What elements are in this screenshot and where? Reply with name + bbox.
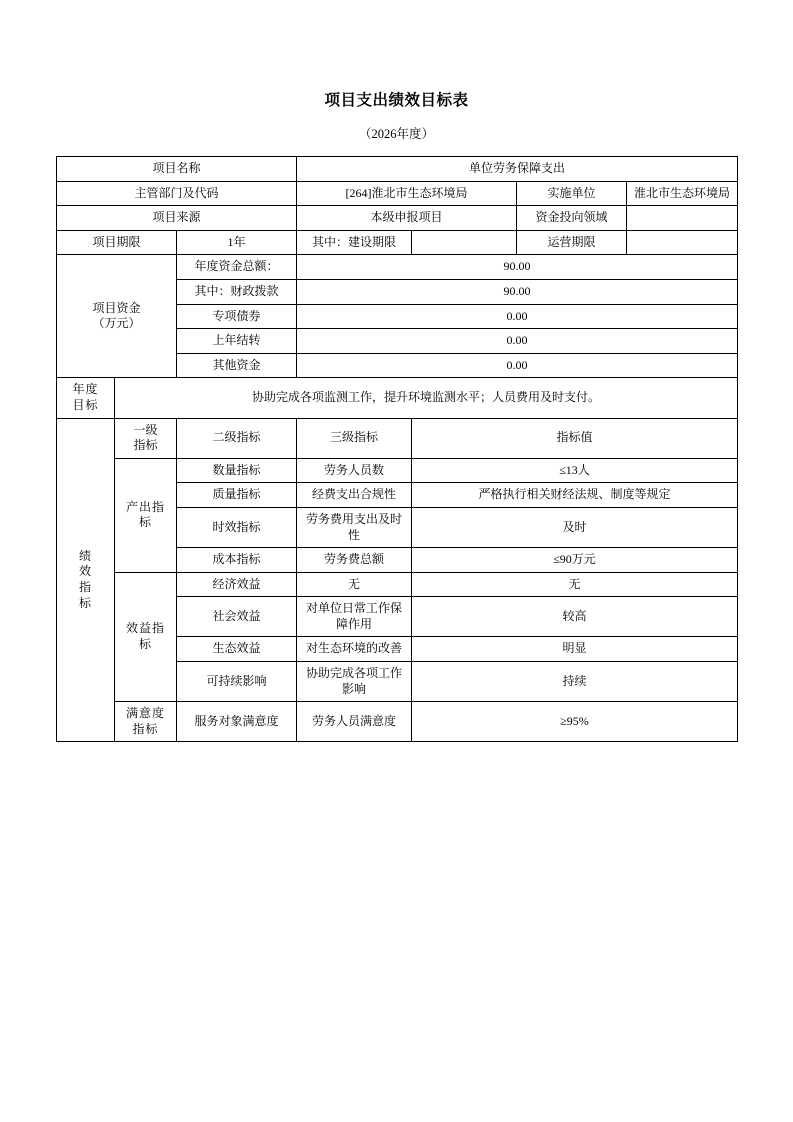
indicator-level3: 协助完成各项工作影响 — [297, 662, 412, 702]
period-value: 1年 — [177, 230, 297, 255]
indicator-level2: 社会效益 — [177, 597, 297, 637]
funds-item-name: 专项债券 — [177, 304, 297, 329]
indicator-level3: 经费支出合规性 — [297, 483, 412, 508]
funds-item-value: 0.00 — [297, 329, 738, 354]
indicator-level2: 质量指标 — [177, 483, 297, 508]
indicator-value: 及时 — [412, 507, 738, 547]
table-row — [57, 206, 738, 231]
construction-period-label: 其中：建设期限 — [297, 230, 412, 255]
funds-label-line1: 项目资金 — [92, 300, 141, 315]
indicator-value: ≥95% — [412, 702, 738, 742]
indicator-level2: 可持续影响 — [177, 662, 297, 702]
funds-item-name: 上年结转 — [177, 329, 297, 354]
indicator-value: ≤13人 — [412, 458, 738, 483]
impl-unit-label: 实施单位 — [517, 181, 627, 206]
funds-label — [57, 255, 177, 378]
table-row — [57, 458, 738, 483]
indicator-level3: 对单位日常工作保障作用 — [297, 597, 412, 637]
header-value: 指标值 — [412, 418, 738, 458]
indicator-level3: 无 — [297, 572, 412, 597]
page-title: 项目支出绩效目标表 — [324, 92, 469, 109]
indicator-level3: 劳务费用支出及时性 — [297, 507, 412, 547]
indicator-level3: 劳务费总额 — [297, 548, 412, 573]
table-row — [57, 378, 738, 418]
impl-unit-value: 淮北市生态环境局 — [627, 181, 738, 206]
funds-item-name: 其他资金 — [177, 353, 297, 378]
indicator-level3: 劳务人员数 — [297, 458, 412, 483]
fund-field-label: 资金投向领域 — [517, 206, 627, 231]
source-label: 项目来源 — [57, 206, 297, 231]
funds-item-value: 90.00 — [297, 255, 738, 280]
funds-item-value: 0.00 — [297, 353, 738, 378]
table-row — [57, 157, 738, 182]
operation-period-label: 运营期限 — [517, 230, 627, 255]
indicator-level2: 经济效益 — [177, 572, 297, 597]
annual-goal-label: 年度 目标 — [57, 378, 115, 418]
performance-label: 绩 效 指 标 — [57, 418, 115, 742]
indicator-level2: 服务对象满意度 — [177, 702, 297, 742]
dept-code-label: 主管部门及代码 — [57, 181, 297, 206]
indicator-value: 持续 — [412, 662, 738, 702]
table-row — [57, 255, 738, 280]
annual-goal-value: 协助完成各项监测工作，提升环境监测水平；人员费用及时支付。 — [115, 378, 738, 418]
indicator-level2: 数量指标 — [177, 458, 297, 483]
project-name-label: 项目名称 — [57, 157, 297, 182]
indicator-level2: 生态效益 — [177, 637, 297, 662]
group-label-satisfaction: 满意度 指标 — [115, 702, 177, 742]
indicator-value: 较高 — [412, 597, 738, 637]
construction-period-value — [412, 230, 517, 255]
fund-field-value — [627, 206, 738, 231]
page-subtitle: （2026年度） — [358, 127, 434, 141]
table-row — [57, 572, 738, 597]
performance-target-table — [56, 156, 738, 742]
operation-period-value — [627, 230, 738, 255]
group-label-output: 产出指 标 — [115, 458, 177, 572]
project-name-value: 单位劳务保障支出 — [297, 157, 738, 182]
table-row — [57, 181, 738, 206]
indicator-value: ≤90万元 — [412, 548, 738, 573]
source-value: 本级申报项目 — [297, 206, 517, 231]
indicator-value: 无 — [412, 572, 738, 597]
funds-item-name: 其中：财政拨款 — [177, 279, 297, 304]
funds-label-line2: （万元） — [92, 316, 141, 331]
table-row — [57, 702, 738, 742]
header-level3: 三级指标 — [297, 418, 412, 458]
group-label-benefit: 效益指 标 — [115, 572, 177, 702]
table-row — [57, 230, 738, 255]
funds-item-value: 0.00 — [297, 304, 738, 329]
indicator-level3: 劳务人员满意度 — [297, 702, 412, 742]
indicator-value: 严格执行相关财经法规、制度等规定 — [412, 483, 738, 508]
indicator-value: 明显 — [412, 637, 738, 662]
funds-item-value: 90.00 — [297, 279, 738, 304]
indicator-level3: 对生态环境的改善 — [297, 637, 412, 662]
dept-code-value: [264]淮北市生态环境局 — [297, 181, 517, 206]
funds-item-name: 年度资金总额： — [177, 255, 297, 280]
header-level2: 二级指标 — [177, 418, 297, 458]
indicator-level2: 成本指标 — [177, 548, 297, 573]
indicator-level2: 时效指标 — [177, 507, 297, 547]
header-level1: 一级 指标 — [115, 418, 177, 458]
period-label: 项目期限 — [57, 230, 177, 255]
table-row — [57, 418, 738, 458]
